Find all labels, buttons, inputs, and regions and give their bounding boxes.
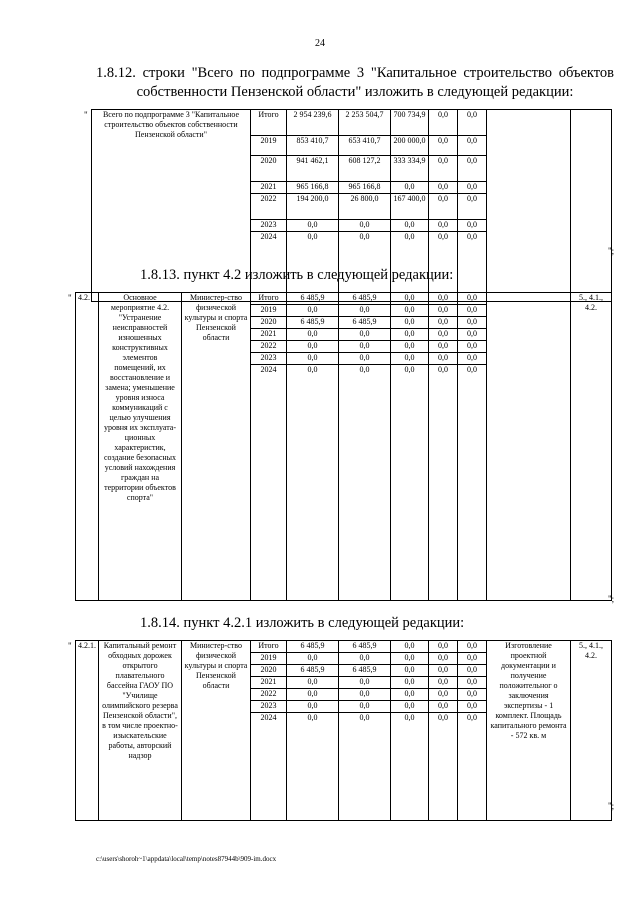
table-cell: 0,0 bbox=[458, 653, 487, 665]
table-cell: 2023 bbox=[251, 220, 287, 232]
close-quote-mark: "; bbox=[608, 594, 615, 604]
table-cell: 167 400,0 bbox=[391, 194, 429, 220]
table-cell: 0,0 bbox=[458, 182, 487, 194]
table-cell: 0,0 bbox=[458, 329, 487, 341]
table-cell: 0,0 bbox=[339, 713, 391, 821]
subprogram-label: Всего по подпрограмме 3 "Капитальное строительство объектов собственности Пензенской области" bbox=[92, 110, 251, 302]
table-cell: 0,0 bbox=[339, 701, 391, 713]
table-cell: 0,0 bbox=[429, 317, 458, 329]
open-quote-mark: " bbox=[84, 110, 88, 120]
table-cell: 0,0 bbox=[391, 641, 429, 653]
table-cell: 2019 bbox=[251, 305, 287, 317]
item-result bbox=[487, 293, 571, 601]
table-cell: 965 166,8 bbox=[287, 182, 339, 194]
table-cell: 0,0 bbox=[391, 341, 429, 353]
table-cell: 0,0 bbox=[391, 293, 429, 305]
table-cell: 0,0 bbox=[391, 317, 429, 329]
table-row bbox=[76, 641, 612, 653]
table-cell: 0,0 bbox=[391, 713, 429, 821]
table-cell: 853 410,7 bbox=[287, 136, 339, 156]
table-cell: 0,0 bbox=[429, 329, 458, 341]
section-heading-1-8-13: 1.8.13. пункт 4.2 изложить в следующей редакции: bbox=[140, 267, 454, 283]
page-number: 24 bbox=[315, 38, 325, 49]
table-cell: 0,0 bbox=[458, 293, 487, 305]
table-cell: 6 485,9 bbox=[287, 293, 339, 305]
item-name: Капитальный ремонт обходных дорожек открытого плавательного бассейна ГАОУ ПО "Училище олимпийского резерва Пензенской области", в том числе проектно-изыскательские работы, авторский надзор bbox=[99, 641, 182, 821]
table-cell: 2022 bbox=[251, 341, 287, 353]
section-heading-1-8-14: 1.8.14. пункт 4.2.1 изложить в следующей редакции: bbox=[140, 615, 465, 631]
table-cell: 0,0 bbox=[458, 317, 487, 329]
item-4-2-1-table bbox=[75, 640, 615, 821]
table-cell: 0,0 bbox=[458, 194, 487, 220]
table-cell: 700 734,9 bbox=[391, 110, 429, 136]
table-cell: 0,0 bbox=[339, 220, 391, 232]
table-cell: 0,0 bbox=[287, 232, 339, 302]
table-cell: 0,0 bbox=[391, 220, 429, 232]
table-cell: 0,0 bbox=[429, 194, 458, 220]
table-cell: 0,0 bbox=[458, 713, 487, 821]
item-name: Основное мероприятие 4.2. "Устранение неисправностей изношенных конструктивных элементов помещений, их восстановление и замена; уменьшение уровня износа коммуникаций с целью улучшения уровня их эксплуата-ционных характеристик, создание безопасных условий нахождения граждан на территории объектов спорта" bbox=[99, 293, 182, 601]
table-cell: 0,0 bbox=[429, 677, 458, 689]
table-cell: 0,0 bbox=[287, 305, 339, 317]
table-row bbox=[76, 293, 612, 305]
table-cell: 653 410,7 bbox=[339, 136, 391, 156]
table-cell: 2 954 239,6 bbox=[287, 110, 339, 136]
table-cell: 0,0 bbox=[287, 701, 339, 713]
table-cell: 0,0 bbox=[339, 653, 391, 665]
table-cell: Итого bbox=[251, 641, 287, 653]
table-cell: 0,0 bbox=[391, 182, 429, 194]
item-link: 5., 4.1., 4.2. bbox=[571, 641, 612, 821]
table-cell: 6 485,9 bbox=[287, 665, 339, 677]
table-cell: 200 000,0 bbox=[391, 136, 429, 156]
table-cell: 0,0 bbox=[391, 701, 429, 713]
table-cell: 0,0 bbox=[339, 689, 391, 701]
table-cell: 0,0 bbox=[458, 220, 487, 232]
table-cell: 0,0 bbox=[339, 365, 391, 601]
table-cell: 2021 bbox=[251, 677, 287, 689]
table-cell: 0,0 bbox=[429, 353, 458, 365]
table-cell: 0,0 bbox=[287, 341, 339, 353]
item-executor: Министер-ство физической культуры и спорта Пензенской области bbox=[182, 641, 251, 821]
table-cell: 0,0 bbox=[339, 341, 391, 353]
item-link: 5., 4.1., 4.2. bbox=[571, 293, 612, 601]
table-cell: 333 334,9 bbox=[391, 156, 429, 182]
table-cell: 0,0 bbox=[391, 365, 429, 601]
table-cell: 0,0 bbox=[339, 329, 391, 341]
table-cell: 0,0 bbox=[287, 220, 339, 232]
table-cell: 0,0 bbox=[429, 110, 458, 136]
table-cell: 2024 bbox=[251, 365, 287, 601]
item-result: Изготовление проектной документации и получение положительног о заключения экспертизы - 1 комплект. Площадь капитального ремонта - 572 кв. м bbox=[487, 641, 571, 821]
table-cell: 941 462,1 bbox=[287, 156, 339, 182]
table-cell: 0,0 bbox=[429, 701, 458, 713]
table-cell: 2024 bbox=[251, 232, 287, 302]
table-cell: 0,0 bbox=[429, 653, 458, 665]
table-row bbox=[92, 110, 612, 136]
table-cell: 0,0 bbox=[458, 689, 487, 701]
table-cell: 0,0 bbox=[429, 305, 458, 317]
table-cell: 0,0 bbox=[429, 136, 458, 156]
close-quote-mark: "; bbox=[608, 801, 615, 811]
table-cell: 0,0 bbox=[429, 293, 458, 305]
table-cell: 608 127,2 bbox=[339, 156, 391, 182]
table-cell: 0,0 bbox=[287, 353, 339, 365]
table-cell: 0,0 bbox=[287, 689, 339, 701]
table-cell: 6 485,9 bbox=[339, 641, 391, 653]
table-cell: 0,0 bbox=[429, 713, 458, 821]
table-cell: 0,0 bbox=[458, 156, 487, 182]
table-cell: 0,0 bbox=[429, 220, 458, 232]
table-cell: 0,0 bbox=[287, 713, 339, 821]
table-cell: 2021 bbox=[251, 329, 287, 341]
table-cell: 0,0 bbox=[458, 136, 487, 156]
table-cell: 0,0 bbox=[429, 365, 458, 601]
table-cell: 0,0 bbox=[391, 353, 429, 365]
table-cell: 2020 bbox=[251, 665, 287, 677]
table-cell: Итого bbox=[251, 110, 287, 136]
table-cell: 2019 bbox=[251, 136, 287, 156]
table-cell: 0,0 bbox=[429, 232, 458, 302]
table-cell: 0,0 bbox=[429, 156, 458, 182]
table-cell: 2019 bbox=[251, 653, 287, 665]
table-cell: 0,0 bbox=[429, 641, 458, 653]
table-cell: 965 166,8 bbox=[339, 182, 391, 194]
table-cell: 0,0 bbox=[458, 341, 487, 353]
table-cell: 0,0 bbox=[429, 689, 458, 701]
table-cell: 2020 bbox=[251, 317, 287, 329]
section-heading-1-8-12: 1.8.12. строки "Всего по подпрограмме 3 "Капитальное строительство объектов собственности Пензенской области" изложить в следующей редакции: bbox=[96, 65, 614, 100]
table-cell bbox=[571, 110, 615, 302]
table-cell: 6 485,9 bbox=[339, 665, 391, 677]
table-cell: 194 200,0 bbox=[287, 194, 339, 220]
table-cell: 0,0 bbox=[287, 653, 339, 665]
table-cell: 0,0 bbox=[287, 365, 339, 601]
table-cell: 0,0 bbox=[339, 232, 391, 302]
table-cell: 6 485,9 bbox=[339, 317, 391, 329]
table-cell: 0,0 bbox=[339, 353, 391, 365]
table-cell: 2024 bbox=[251, 713, 287, 821]
table-cell: 0,0 bbox=[391, 232, 429, 302]
open-quote-mark: " bbox=[68, 293, 72, 303]
table-cell: 0,0 bbox=[391, 689, 429, 701]
open-quote-mark: " bbox=[68, 641, 72, 651]
table-cell: 0,0 bbox=[391, 653, 429, 665]
table-cell: 2020 bbox=[251, 156, 287, 182]
table-cell: 0,0 bbox=[391, 677, 429, 689]
table-cell: 2023 bbox=[251, 353, 287, 365]
table-cell: 0,0 bbox=[391, 665, 429, 677]
item-4-2-table bbox=[75, 292, 612, 601]
table-cell: 0,0 bbox=[391, 305, 429, 317]
item-executor: Министер-ство физической культуры и спорта Пензенской области bbox=[182, 293, 251, 601]
table-cell: 2022 bbox=[251, 689, 287, 701]
table-cell: 6 485,9 bbox=[287, 317, 339, 329]
table-cell: 0,0 bbox=[458, 665, 487, 677]
table-cell: 2022 bbox=[251, 194, 287, 220]
footer-file-path: c:\users\shoroh~1\appdata\local\temp\notes87944b\909-im.docx bbox=[96, 855, 277, 863]
table-cell: 0,0 bbox=[458, 641, 487, 653]
item-number: 4.2. bbox=[76, 293, 99, 601]
table-cell: 0,0 bbox=[339, 305, 391, 317]
table-cell: Итого bbox=[251, 293, 287, 305]
table-cell: 0,0 bbox=[339, 677, 391, 689]
table-cell: 6 485,9 bbox=[339, 293, 391, 305]
table-cell: 2021 bbox=[251, 182, 287, 194]
table-cell: 2 253 504,7 bbox=[339, 110, 391, 136]
table-cell: 6 485,9 bbox=[287, 641, 339, 653]
item-number: 4.2.1. bbox=[76, 641, 99, 821]
table-cell: 0,0 bbox=[429, 341, 458, 353]
table-cell: 0,0 bbox=[287, 329, 339, 341]
close-quote-mark: "; bbox=[608, 246, 615, 256]
table-cell: 0,0 bbox=[458, 232, 487, 302]
table-cell: 0,0 bbox=[429, 182, 458, 194]
table-cell: 2023 bbox=[251, 701, 287, 713]
table-cell: 26 800,0 bbox=[339, 194, 391, 220]
table-cell: 0,0 bbox=[429, 665, 458, 677]
table-cell: 0,0 bbox=[458, 701, 487, 713]
table-cell: 0,0 bbox=[458, 110, 487, 136]
table-cell: 0,0 bbox=[458, 677, 487, 689]
table-cell: 0,0 bbox=[391, 329, 429, 341]
table-cell: 0,0 bbox=[458, 305, 487, 317]
table-cell: 0,0 bbox=[458, 365, 487, 601]
table-cell: 0,0 bbox=[458, 353, 487, 365]
table-cell: 0,0 bbox=[287, 677, 339, 689]
